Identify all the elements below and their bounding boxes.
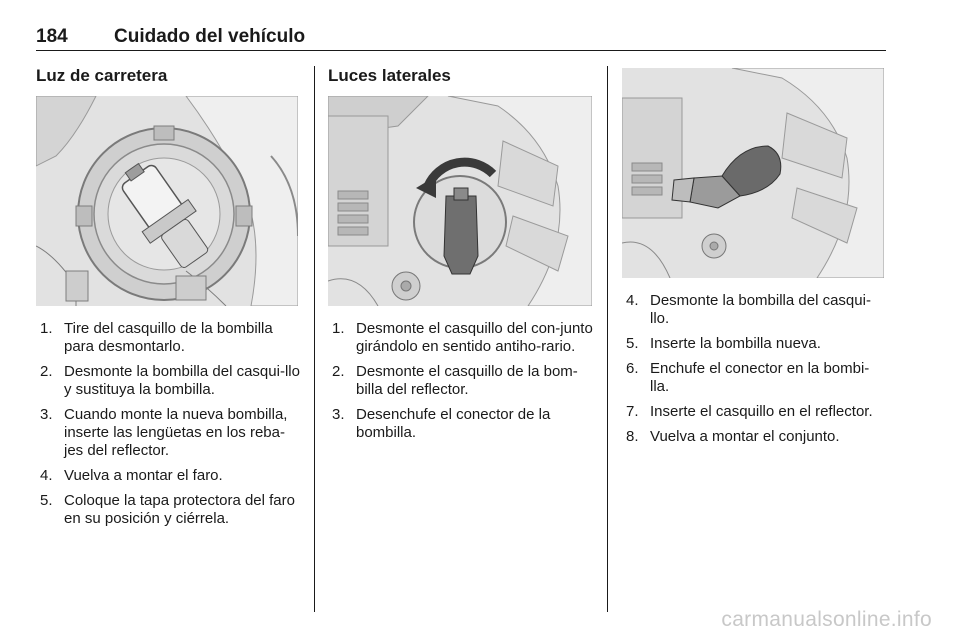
- list-item: [40, 363, 302, 399]
- step-text: Desmonte el casquillo del con-junto girándolo en sentido antiho-rario.: [356, 320, 593, 355]
- step-number: 4.: [40, 467, 53, 484]
- step-text: Desenchufe el conector de la bombilla.: [356, 406, 551, 441]
- step-number: 4.: [626, 292, 639, 309]
- step-text: Vuelva a montar el faro.: [64, 467, 223, 484]
- list-item: [332, 406, 594, 442]
- step-text: Cuando monte la nueva bombilla, inserte las lengüetas en los reba-jes del reflector.: [64, 406, 288, 459]
- step-number: 6.: [626, 360, 639, 377]
- step-text: Enchufe el conector en la bombi-lla.: [650, 360, 870, 395]
- step-number: 2.: [40, 363, 53, 380]
- step-text: Tire del casquillo de la bombilla para desmontarlo.: [64, 320, 273, 355]
- list-item: [40, 406, 302, 460]
- step-text: Desmonte el casquillo de la bom-billa del reflector.: [356, 363, 578, 398]
- list-item: [332, 363, 594, 399]
- bulb-replacement-steps: [626, 292, 888, 453]
- step-text: Coloque la tapa protectora del faro en su posición y ciérrela.: [64, 492, 295, 527]
- step-text: Vuelva a montar el conjunto.: [650, 428, 840, 445]
- step-number: 3.: [332, 406, 345, 423]
- step-number: 1.: [40, 320, 53, 337]
- step-number: 1.: [332, 320, 345, 337]
- section-title-high-beam: Luz de carretera: [36, 66, 168, 85]
- step-number: 5.: [626, 335, 639, 352]
- chapter-title: Cuidado del vehículo: [114, 26, 306, 47]
- step-text: Inserte la bombilla nueva.: [650, 335, 821, 352]
- step-text: Desmonte la bombilla del casqui-llo y sustituya la bombilla.: [64, 363, 300, 398]
- step-number: 2.: [332, 363, 345, 380]
- high-beam-bulb-illustration: [36, 96, 298, 306]
- step-number: 8.: [626, 428, 639, 445]
- column-divider: [314, 66, 315, 612]
- step-number: 3.: [40, 406, 53, 423]
- list-item: [626, 335, 888, 353]
- page-number: 184: [36, 26, 68, 47]
- high-beam-steps: [40, 320, 302, 535]
- list-item: [40, 320, 302, 356]
- list-item: [40, 492, 302, 528]
- side-light-steps: [332, 320, 594, 449]
- list-item: [626, 292, 888, 328]
- list-item: [626, 428, 888, 446]
- page-header: [36, 26, 886, 51]
- side-light-bulb-illustration: [622, 68, 884, 278]
- list-item: [626, 403, 888, 421]
- list-item: [332, 320, 594, 356]
- step-text: Desmonte la bombilla del casqui-llo.: [650, 292, 871, 327]
- step-text: Inserte el casquillo en el reflector.: [650, 403, 873, 420]
- column-divider: [607, 66, 608, 612]
- list-item: [626, 360, 888, 396]
- step-number: 5.: [40, 492, 53, 509]
- section-title-side-lights: Luces laterales: [328, 66, 451, 85]
- list-item: [40, 467, 302, 485]
- side-light-removal-illustration: [328, 96, 592, 306]
- step-number: 7.: [626, 403, 639, 420]
- watermark: carmanualsonline.info: [721, 608, 932, 631]
